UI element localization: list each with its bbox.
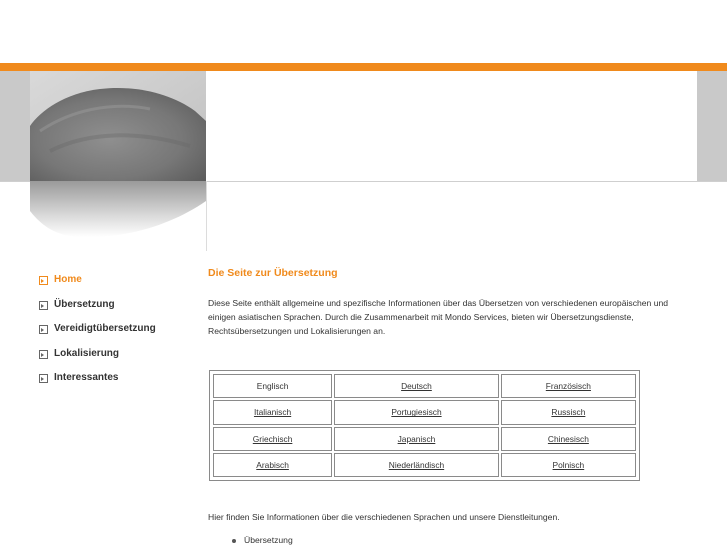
table-row	[213, 427, 636, 451]
table-row	[213, 453, 636, 477]
header-rock-reflection	[30, 181, 207, 251]
language-link-englisch[interactable]: Englisch	[256, 381, 289, 392]
list-item[interactable]: Übersetzung	[232, 535, 293, 545]
language-cell	[213, 453, 332, 477]
language-cell	[213, 400, 332, 424]
nav-item-label: Übersetzung	[54, 298, 115, 310]
table-row	[213, 374, 636, 398]
header-accent-bar	[0, 63, 727, 71]
language-cell	[334, 374, 499, 398]
nav-item-label: Lokalisierung	[54, 347, 120, 359]
language-cell	[501, 400, 636, 424]
arrow-box-icon	[39, 276, 48, 285]
language-link-niederlaendisch[interactable]: Niederländisch	[388, 459, 445, 470]
banner-left-panel	[0, 71, 30, 181]
language-table	[209, 370, 640, 481]
language-link-polnisch[interactable]: Polnisch	[552, 459, 585, 470]
language-cell	[501, 453, 636, 477]
arrow-box-icon	[39, 350, 48, 359]
language-cell	[213, 374, 332, 398]
sidebar-nav	[38, 273, 198, 396]
page-title: Die Seite zur Übersetzung	[208, 267, 338, 279]
services-paragraph: Hier finden Sie Informationen über die verschiedenen Sprachen und unsere Dienstleitungen.	[208, 512, 560, 522]
language-link-portugiesisch[interactable]: Portugiesisch	[391, 407, 442, 418]
language-cell	[334, 400, 499, 424]
language-link-deutsch[interactable]: Deutsch	[401, 381, 432, 392]
language-link-franzoesisch[interactable]: Französisch	[545, 381, 591, 392]
language-link-italianisch[interactable]: Italianisch	[253, 407, 292, 418]
language-cell	[334, 427, 499, 451]
nav-item-label: Interessantes	[54, 372, 119, 383]
nav-item-lokalisierung[interactable]	[38, 347, 198, 372]
banner-right-panel	[697, 71, 727, 181]
language-link-arabisch[interactable]: Arabisch	[256, 459, 289, 470]
nav-item-label: Vereidigtübersetzung	[54, 323, 156, 334]
language-cell	[213, 427, 332, 451]
nav-item-vereidigtuebersetzung[interactable]	[38, 322, 198, 347]
language-link-japanisch[interactable]: Japanisch	[397, 433, 436, 444]
language-cell	[501, 427, 636, 451]
services-list	[232, 535, 293, 545]
language-link-chinesisch[interactable]: Chinesisch	[547, 433, 589, 444]
nav-item-interessantes[interactable]	[38, 371, 198, 396]
arrow-box-icon	[39, 374, 48, 383]
language-link-russisch[interactable]: Russisch	[551, 407, 586, 418]
arrow-box-icon	[39, 325, 48, 334]
nav-item-label: Home	[54, 274, 82, 285]
language-cell	[501, 374, 636, 398]
arrow-box-icon	[39, 301, 48, 310]
nav-item-uebersetzung[interactable]	[38, 298, 198, 323]
nav-item-home[interactable]	[38, 273, 198, 298]
language-cell	[334, 453, 499, 477]
intro-paragraph: Diese Seite enthält allgemeine und spezifische Informationen über das Übersetzen von verschiedenen europäischen und einigen asiatischen Sprachen. Durch die Zusammenarbeit mit Mondo Services, bieten wir Übersetzungsdienste, Rechtsübersetzungen und Lokalisierungen an.	[208, 298, 669, 336]
language-link-griechisch[interactable]: Griechisch	[252, 433, 293, 444]
header-rock-image	[30, 71, 206, 181]
table-row	[213, 400, 636, 424]
